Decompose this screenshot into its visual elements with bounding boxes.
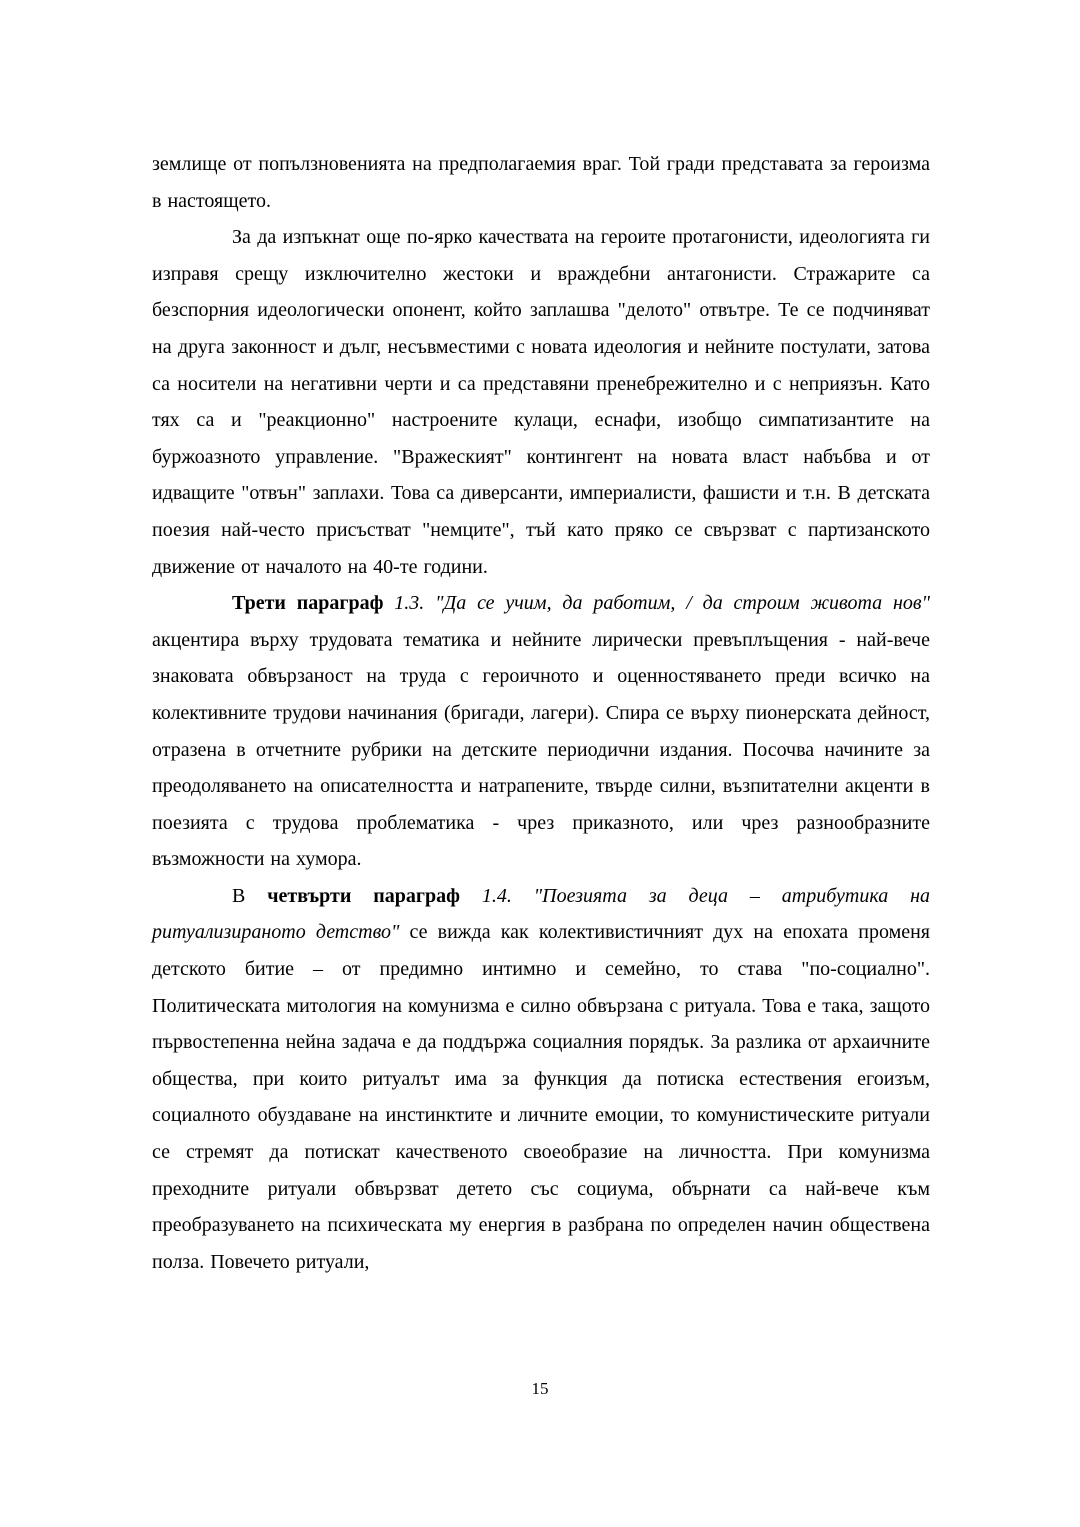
document-body bbox=[152, 146, 930, 1280]
text-paragraph bbox=[152, 146, 930, 219]
text-run: 1.3. "Да се учим, да работим, / да строим живота нов" bbox=[394, 592, 930, 615]
text-run: В bbox=[232, 884, 268, 907]
text-run: 1.4. "Поезията за деца – атрибутика на ритуализираното детство" bbox=[152, 884, 931, 944]
text-run: акцентира върху трудовата тематика и нейните лирически превъплъщения - най-вече знаковата обвързаност на труда с героичното и оценностяването преди всичко на колективните трудови начинания (бригади, лагери). Спира се върху пионерската дейност, отразена в отчетните рубрики на детските периодични издания. Посочва начините за преодоляването на описателността и натрапените, твърде силни, възпитателни акценти в поезията с трудова проблематика - чрез приказното, или чрез разнообразните възможности на хумора. bbox=[152, 628, 930, 871]
text-paragraph bbox=[152, 585, 930, 878]
text-run: землище от попълзновенията на предполагаемия враг. Той гради представата за героизма в настоящето. bbox=[152, 153, 930, 212]
text-run: се вижда как колективистичният дух на епохата променя детското битие – от предимно интимно и семейно, то става "по-социално". Политическата митология на комунизма е силно обвързана с ритуала. Това е така, защото първостепенна нейна задача е да поддържа социалния порядък. За разлика от архаичните общества, при които ритуалът има за функция да потиска естествения егоизъм, социалното обуздаване на инстинктите и личните емоции, то комунистическите ритуали се стремят да потискат качественото своеобразие на личността. При комунизма преходните ритуали обвързват детето със социума, обърнати са най-вече към преобразуването на психическата му енергия в разбрана по определен начин обществена полза. Повечето ритуали, bbox=[152, 921, 931, 1273]
text-paragraph bbox=[152, 878, 930, 1281]
text-run: За да изпъкнат още по-ярко качествата на героите протагонисти, идеологията ги изправя срещу изключително жестоки и враждебни антагонисти. Стражарите са безспорния идеологически опонент, който заплашва "делото" отвътре. Те се подчиняват на друга законност и дълг, несъвместими с новата идеология и нейните постулати, затова са носители на негативни черти и са представяни пренебрежително и с неприязън. Като тях са и "реакционно" настроените кулаци, еснафи, изобщо симпатизантите на буржоазното управление. "Вражеският" контингент на новата власт набъбва и от идващите "отвън" заплахи. Това са диверсанти, империалисти, фашисти и т.н. В детската поезия най-често присъстват "немците", тъй като пряко се свързват с партизанското движение от началото на 40-те години. bbox=[152, 226, 930, 578]
text-run: Трети параграф bbox=[232, 592, 395, 615]
text-run: четвърти параграф bbox=[267, 884, 482, 907]
page-number: 15 bbox=[531, 1379, 549, 1398]
text-paragraph bbox=[152, 219, 930, 585]
